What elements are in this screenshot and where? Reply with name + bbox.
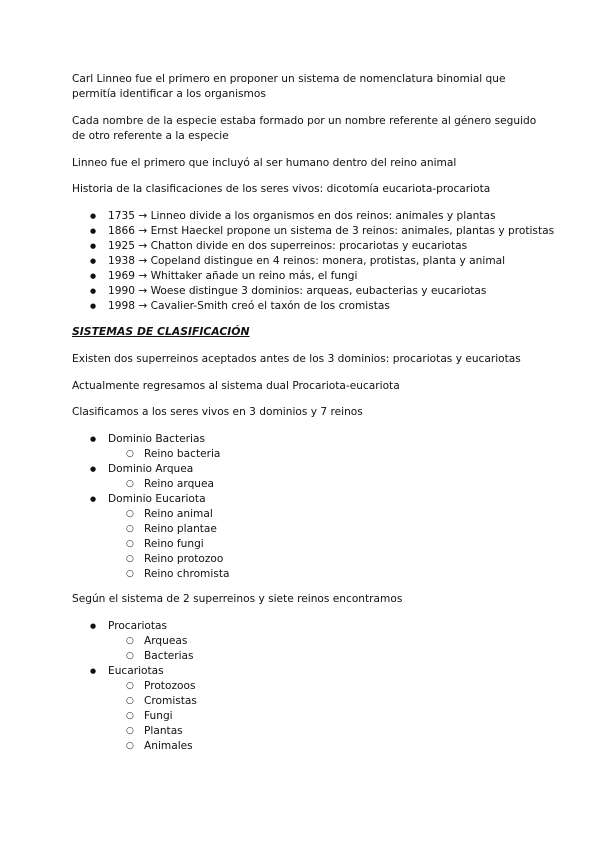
- kingdom-list: [144, 447, 578, 462]
- intro-paragraph-1: Carl Linneo fue el primero en proponer un sistema de nomenclatura binomial que permitía identificar a los organismos: [72, 73, 506, 100]
- intro-paragraph-3: Linneo fue el primero que incluyó al ser humano dentro del reino animal: [72, 157, 457, 169]
- group-item: ○ Bacterias: [144, 649, 578, 664]
- kingdom-list: [144, 507, 578, 582]
- section-paragraph-1: Existen dos superreinos aceptados antes de los 3 dominios: procariotas y eucariotas: [72, 353, 521, 365]
- group-item: ○ Protozoos: [144, 679, 578, 694]
- intro-paragraph-2: Cada nombre de la especie estaba formado por un nombre referente al género seguido de otro referente a la especie: [72, 115, 537, 142]
- superreinos-paragraph: Según el sistema de 2 superreinos y siete reinos encontramos: [72, 593, 403, 605]
- kingdom-list: [144, 477, 578, 492]
- group-item: ○ Animales: [144, 739, 578, 754]
- superreino-label: Procariotas: [108, 620, 168, 632]
- group-item: ○ Fungi: [144, 709, 578, 724]
- domain-label: Dominio Bacterias: [108, 433, 205, 445]
- group-item: ○ Cromistas: [144, 694, 578, 709]
- domain-item: [108, 492, 578, 582]
- domains-list: [108, 432, 578, 582]
- section-paragraph-3: Clasificamos a los seres vivos en 3 dominios y 7 reinos: [72, 406, 363, 418]
- superreino-item: [108, 664, 578, 754]
- superreino-label: Eucariotas: [108, 665, 164, 677]
- kingdom-item: ○ Reino arquea: [144, 477, 578, 492]
- kingdom-item: ○ Reino chromista: [144, 567, 578, 582]
- section-title: SISTEMAS DE CLASIFICACIÓN: [72, 325, 250, 338]
- history-list: [108, 209, 578, 314]
- history-item: ● 1990 → Woese distingue 3 dominios: arqueas, eubacterias y eucariotas: [108, 284, 578, 299]
- section-paragraph-2: Actualmente regresamos al sistema dual Procariota-eucariota: [72, 380, 400, 392]
- kingdom-item: ○ Reino bacteria: [144, 447, 578, 462]
- group-item: ○ Plantas: [144, 724, 578, 739]
- domain-label: Dominio Eucariota: [108, 493, 206, 505]
- superreinos-list: [108, 619, 578, 754]
- kingdom-item: ○ Reino plantae: [144, 522, 578, 537]
- history-item: ● 1969 → Whittaker añade un reino más, el fungi: [108, 269, 578, 284]
- superreino-item: [108, 619, 578, 664]
- domain-label: Dominio Arquea: [108, 463, 194, 475]
- history-item: ● 1998 → Cavalier-Smith creó el taxón de los cromistas: [108, 299, 578, 314]
- group-list: [144, 634, 578, 664]
- history-item: ● 1866 → Ernst Haeckel propone un sistema de 3 reinos: animales, plantas y protistas: [108, 224, 578, 239]
- kingdom-item: ○ Reino animal: [144, 507, 578, 522]
- domain-item: [108, 462, 578, 492]
- history-item: ● 1925 → Chatton divide en dos superreinos: procariotas y eucariotas: [108, 239, 578, 254]
- domain-item: [108, 432, 578, 462]
- group-item: ○ Arqueas: [144, 634, 578, 649]
- history-item: ● 1735 → Linneo divide a los organismos en dos reinos: animales y plantas: [108, 209, 578, 224]
- history-item: ● 1938 → Copeland distingue en 4 reinos: monera, protistas, planta y animal: [108, 254, 578, 269]
- kingdom-item: ○ Reino protozoo: [144, 552, 578, 567]
- kingdom-item: ○ Reino fungi: [144, 537, 578, 552]
- group-list: [144, 679, 578, 754]
- intro-paragraph-4: Historia de la clasificaciones de los seres vivos: dicotomía eucariota-procariota: [72, 183, 491, 195]
